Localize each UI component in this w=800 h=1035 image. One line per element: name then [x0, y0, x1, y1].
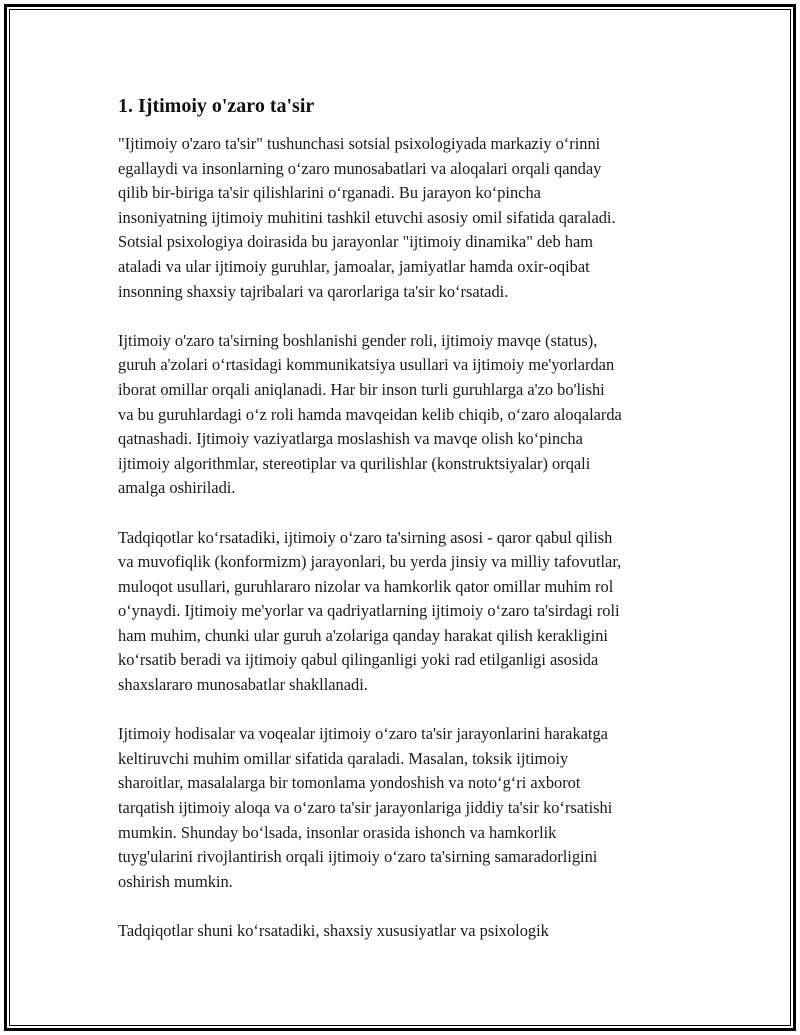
paragraph-4: Ijtimoiy hodisalar va voqealar ijtimoiy o‘zaro ta'sir jarayonlarini harakatga keltiruvchi muhim omillar sifatida qaraladi. Masalan, toksik ijtimoiy sharoitlar, masalalarga bir tomonlama yondoshish va noto‘g‘ri axborot tarqatish ijtimoiy aloqa va o‘zaro ta'sir jarayonlariga jiddiy ta'sir ko‘rsatishi mumkin. Shunday bo‘lsada, insonlar orasida ishonch va hamkorlik tuyg'ularini rivojlantirish orqali ijtimoiy o‘zaro ta'sirning samaradorligini oshirish mumkin.	[118, 724, 613, 891]
section-heading: 1. Ijtimoiy o'zaro ta'sir	[118, 95, 315, 117]
paragraph-3: Tadqiqotlar ko‘rsatadiki, ijtimoiy o‘zaro ta'sirning asosi - qaror qabul qilish va muvofiqlik (konformizm) jarayonlari, bu yerda jinsiy va milliy tafovutlar, muloqot usullari, guruhlararo nizolar va hamkorlik qator omillar muhim rol o‘ynaydi. Ijtimoiy me'yorlar va qadriyatlarning ijtimoiy o‘zaro ta'sirdagi roli ham muhim, chunki ular guruh a'zolariga qanday harakat qilish kerakligini ko‘rsatib beradi va ijtimoiy qabul qilinganligi yoki rad etilganligi asosida shaxslararo munosabatlar shakllanadi.	[118, 527, 622, 695]
paragraph-1: "Ijtimoiy o'zaro ta'sir" tushunchasi sotsial psixologiyada markaziy o‘rinni egallaydi va insonlarning o‘zaro munosabatlari va aloqalari orqali qanday qilib bir-biriga ta'sir qilishlarini o‘rganadi. Bu jarayon ko‘pincha insoniyatning ijtimoiy muhitini tashkil etuvchi asosiy omil sifatida qaraladi. Sotsial psixologiya doirasida bu jarayonlar "ijtimoiy dinamika" deb ham ataladi va ular ijtimoiy guruhlar, jamoalar, jamiyatlar hamda oxir-oqibat insonning shaxsiy tajribalari va qarorlariga ta'sir ko‘rsatadi.	[118, 134, 616, 301]
paragraph-2: Ijtimoiy o'zaro ta'sirning boshlanishi gender roli, ijtimoiy mavqe (status), guruh a'zolari o‘rtasidagi kommunikatsiya usullari va ijtimoiy me'yorlardan iborat omillar orqali aniqlanadi. Har bir inson turli guruhlarga a'zo bo'lishi va bu guruhlardagi o‘z roli hamda mavqeidan kelib chiqib, o‘zaro aloqalarda qatnashadi. Ijtimoiy vaziyatlarga moslashish va mavqe olish ko‘pincha ijtimoiy algorithmlar, stereotiplar va qurilishlar (konstruktsiyalar) orqali amalga oshiriladi.	[118, 330, 622, 498]
document-body	[118, 92, 698, 968]
paragraph-5: Tadqiqotlar shuni ko‘rsatadiki, shaxsiy xususiyatlar va psixologik	[118, 921, 549, 940]
